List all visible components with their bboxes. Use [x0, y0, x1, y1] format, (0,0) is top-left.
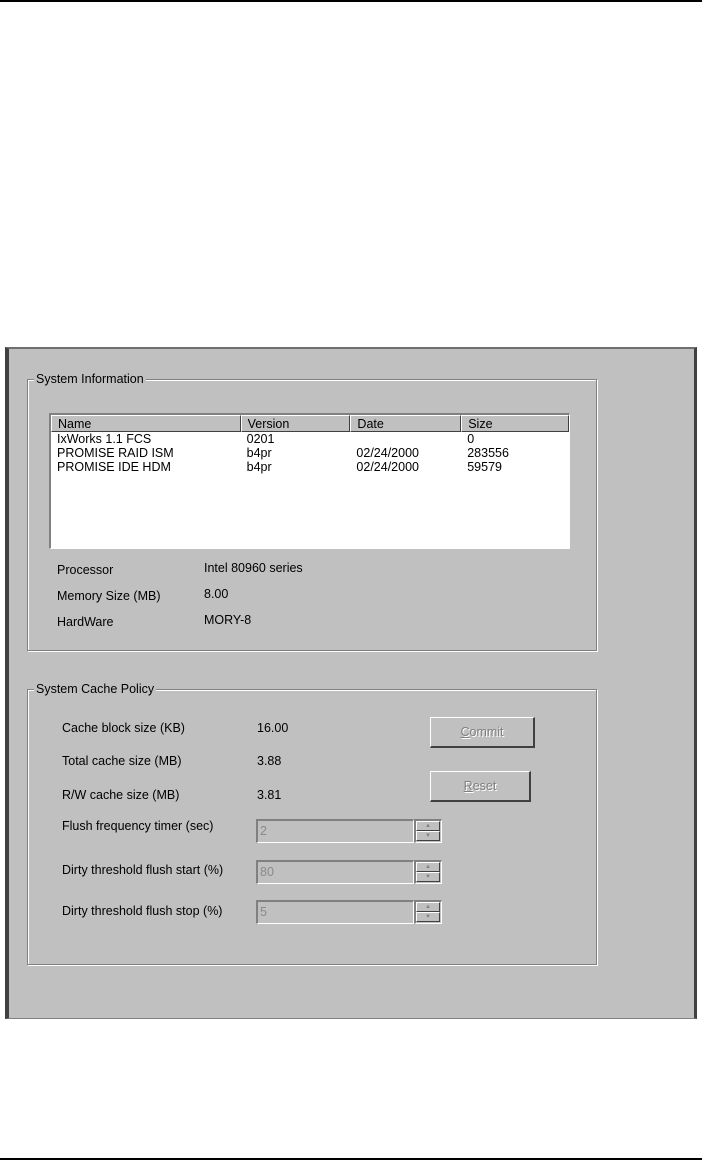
spin-down-icon[interactable]: ▼ [416, 912, 440, 922]
cell-version: b4pr [246, 446, 272, 460]
spin-up-icon[interactable]: ▲ [416, 821, 440, 831]
cell-version: b4pr [246, 460, 272, 474]
cell-size: 0 [467, 432, 475, 446]
dirty-threshold-stop-spinner[interactable] [414, 900, 442, 924]
cell-date [350, 432, 461, 446]
spin-up-icon[interactable]: ▲ [416, 902, 440, 912]
processor-value: Intel 80960 series [204, 561, 303, 575]
total-cache-size-label: Total cache size (MB) [62, 754, 182, 768]
table-row[interactable] [51, 446, 569, 460]
cell-name: PROMISE RAID ISM [57, 446, 174, 460]
dirty-threshold-start-input[interactable]: 80 [256, 860, 414, 884]
rw-cache-size-label: R/W cache size (MB) [62, 788, 180, 802]
reset-button[interactable]: Reset [430, 771, 531, 802]
flush-frequency-timer-label: Flush frequency timer (sec) [62, 819, 214, 833]
hardware-label: HardWare [57, 615, 114, 629]
cell-date: 02/24/2000 [356, 460, 419, 474]
column-header-size[interactable]: Size [461, 415, 569, 432]
cache-block-size-value: 16.00 [257, 721, 289, 735]
cell-size: 283556 [467, 446, 509, 460]
cell-size: 59579 [467, 460, 502, 474]
page-bottom-rule [0, 1158, 702, 1160]
column-header-name[interactable]: Name [51, 415, 241, 432]
cell-name: IxWorks 1.1 FCS [57, 432, 152, 446]
commit-button[interactable]: Commit [430, 717, 535, 748]
table-row[interactable] [51, 432, 569, 446]
processor-label: Processor [57, 563, 114, 577]
cache-block-size-label: Cache block size (KB) [62, 721, 185, 735]
dirty-threshold-stop-input[interactable]: 5 [256, 900, 414, 924]
memory-size-value: 8.00 [204, 587, 229, 601]
table-row[interactable] [51, 460, 569, 474]
column-header-date[interactable]: Date [350, 415, 461, 432]
spin-up-icon[interactable]: ▲ [416, 862, 440, 872]
cell-name: PROMISE IDE HDM [57, 460, 171, 474]
system-cache-policy-title: System Cache Policy [36, 682, 155, 696]
dirty-threshold-stop-label: Dirty threshold flush stop (%) [62, 904, 223, 918]
system-information-title: System Information [36, 372, 144, 386]
system-information-group [27, 372, 597, 651]
dirty-threshold-start-spinner[interactable] [414, 860, 442, 884]
module-list[interactable] [49, 413, 570, 549]
flush-frequency-timer-input[interactable]: 2 [256, 819, 414, 843]
page-top-rule [0, 0, 702, 2]
spin-down-icon[interactable]: ▼ [416, 831, 440, 841]
spin-down-icon[interactable]: ▼ [416, 872, 440, 882]
total-cache-size-value: 3.88 [257, 754, 282, 768]
cell-version: 0201 [246, 432, 275, 446]
memory-size-label: Memory Size (MB) [57, 589, 161, 603]
system-panel [5, 347, 697, 1019]
flush-frequency-timer-spinner[interactable] [414, 819, 442, 843]
system-cache-policy-group [27, 682, 597, 965]
hardware-value: MORY-8 [204, 613, 252, 627]
cell-date: 02/24/2000 [356, 446, 419, 460]
list-header [51, 415, 569, 432]
column-header-version[interactable]: Version [241, 415, 351, 432]
rw-cache-size-value: 3.81 [257, 788, 282, 802]
dirty-threshold-start-label: Dirty threshold flush start (%) [62, 863, 224, 877]
